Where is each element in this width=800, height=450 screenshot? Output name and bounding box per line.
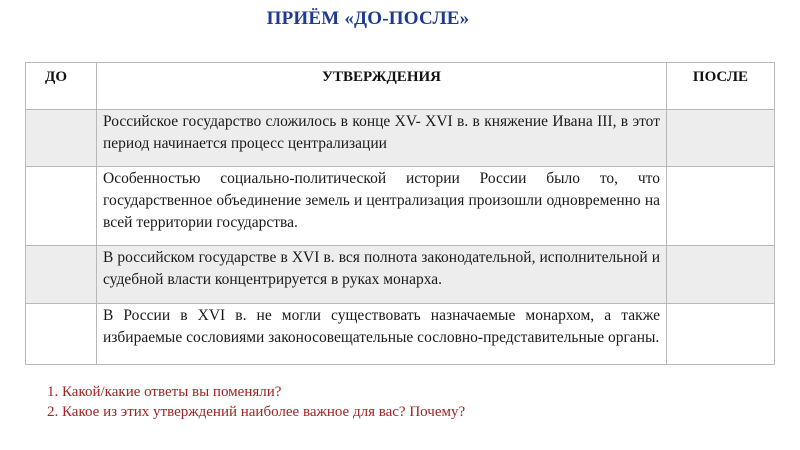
question-item: 2. Какое из этих утверждений наиболее важное для вас? Почему? [62,402,465,422]
column-header-statements: УТВЕРЖДЕНИЯ [97,63,667,110]
column-header-before: ДО [26,63,97,110]
after-cell[interactable] [667,304,775,365]
after-cell[interactable] [667,167,775,246]
after-cell[interactable] [667,110,775,167]
before-cell[interactable] [26,167,97,246]
before-cell[interactable] [26,110,97,167]
questions-list [22,382,465,422]
table-row [26,246,775,304]
statement-cell: Особенностью социально-политической истории России было то, что государственное объединение земель и централизация произошли одновременно на всей территории государства. [97,167,667,246]
before-after-table [25,62,775,365]
before-cell[interactable] [26,246,97,304]
question-item: 1. Какой/какие ответы вы поменяли? [62,382,465,402]
page-title: ПРИЁМ «ДО-ПОСЛЕ» [266,8,470,29]
before-cell[interactable] [26,304,97,365]
after-cell[interactable] [667,246,775,304]
table-row [26,167,775,246]
statement-cell: В российском государстве в XVI в. вся полнота законодательной, исполнительной и судебной власти концентрируется в руках монарха. [97,246,667,304]
statement-cell: Российское государство сложилось в конце XV- XVI в. в княжение Ивана III, в этот период начинается процесс централизации [97,110,667,167]
column-header-after: ПОСЛЕ [667,63,775,110]
table-row [26,110,775,167]
table-row [26,304,775,365]
statement-cell: В России в XVI в. не могли существовать назначаемые монархом, а также избираемые сословиями законосовещательные сословно-представительные органы. [97,304,667,365]
table-header-row [26,63,775,110]
